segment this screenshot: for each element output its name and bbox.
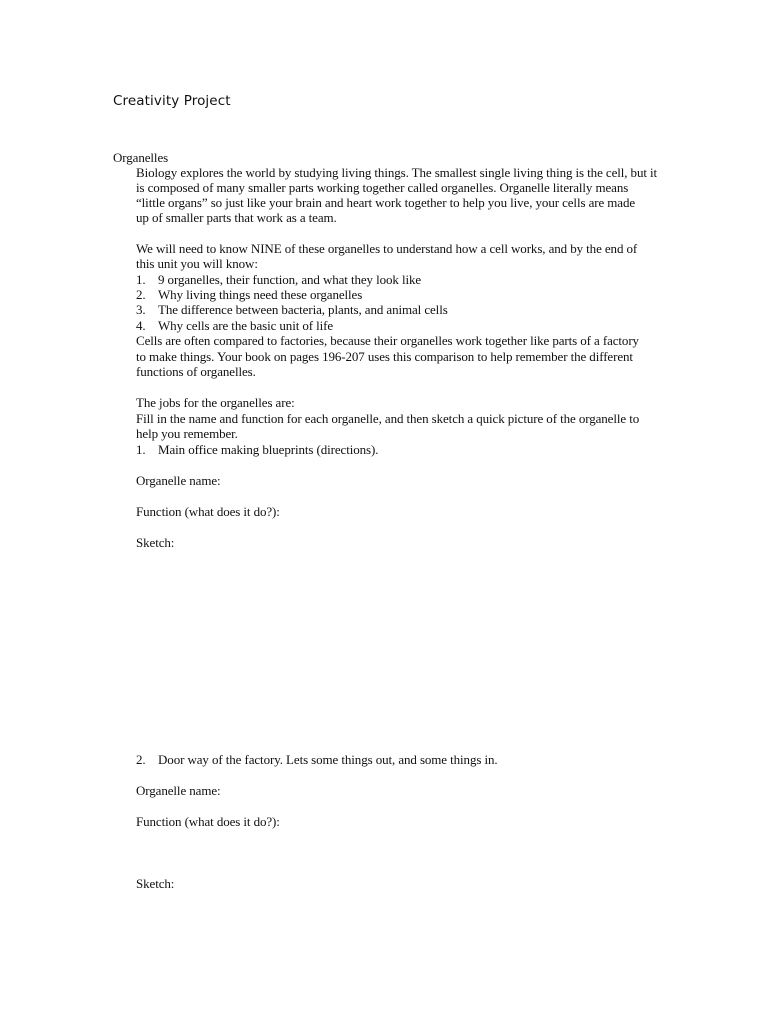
goal-text: The difference between bacteria, plants, and animal cells xyxy=(158,302,448,317)
entry-1-description xyxy=(136,442,378,457)
goal-item-1 xyxy=(136,272,421,287)
intro-line-1: Biology explores the world by studying living things. The smallest single living thing is the cell, but it xyxy=(136,165,658,180)
entry-2-organelle-name-label: Organelle name: xyxy=(136,783,221,798)
section-heading: Organelles xyxy=(113,150,169,165)
factory-line-2: to make things. Your book on pages 196-207 uses this comparison to help remember the different xyxy=(136,349,633,364)
goal-number: 2. xyxy=(136,287,146,302)
goal-number: 3. xyxy=(136,302,146,317)
entry-1-sketch-label: Sketch: xyxy=(136,535,175,550)
entry-number: 1. xyxy=(136,442,146,457)
goal-item-2 xyxy=(136,287,362,302)
entry-2-description xyxy=(136,752,498,767)
factory-line-1: Cells are often compared to factories, because their organelles work together like parts of a factory xyxy=(136,333,639,348)
goal-text: Why living things need these organelles xyxy=(158,287,363,302)
goal-text: 9 organelles, their function, and what they look like xyxy=(158,272,422,287)
intro-line-3: “little organs” so just like your brain and heart work together to help you live, your cells are made xyxy=(136,195,636,210)
entry-1-function-label: Function (what does it do?): xyxy=(136,504,280,519)
entry-number: 2. xyxy=(136,752,146,767)
goal-item-3 xyxy=(136,302,448,317)
entry-2-function-label: Function (what does it do?): xyxy=(136,814,280,829)
page-title: Creativity Project xyxy=(113,93,231,109)
entry-description-text: Main office making blueprints (directions). xyxy=(158,442,379,457)
instructions-line-1: Fill in the name and function for each organelle, and then sketch a quick picture of the organelle to xyxy=(136,411,640,426)
intro-line-2: is composed of many smaller parts working together called organelles. Organelle literally means xyxy=(136,180,629,195)
goals-line-2: this unit you will know: xyxy=(136,256,258,271)
factory-line-3: functions of organelles. xyxy=(136,364,256,379)
goal-text: Why cells are the basic unit of life xyxy=(158,318,334,333)
goals-line-1: We will need to know NINE of these organelles to understand how a cell works, and by the end of xyxy=(136,241,638,256)
intro-line-4: up of smaller parts that work as a team. xyxy=(136,210,337,225)
instructions-line-2: help you remember. xyxy=(136,426,238,441)
entry-description-text: Door way of the factory. Lets some things out, and some things in. xyxy=(158,752,498,767)
goal-number: 4. xyxy=(136,318,146,333)
entry-1-organelle-name-label: Organelle name: xyxy=(136,473,221,488)
jobs-heading: The jobs for the organelles are: xyxy=(136,395,295,410)
goal-number: 1. xyxy=(136,272,146,287)
goal-item-4 xyxy=(136,318,333,333)
entry-2-sketch-label: Sketch: xyxy=(136,876,175,891)
